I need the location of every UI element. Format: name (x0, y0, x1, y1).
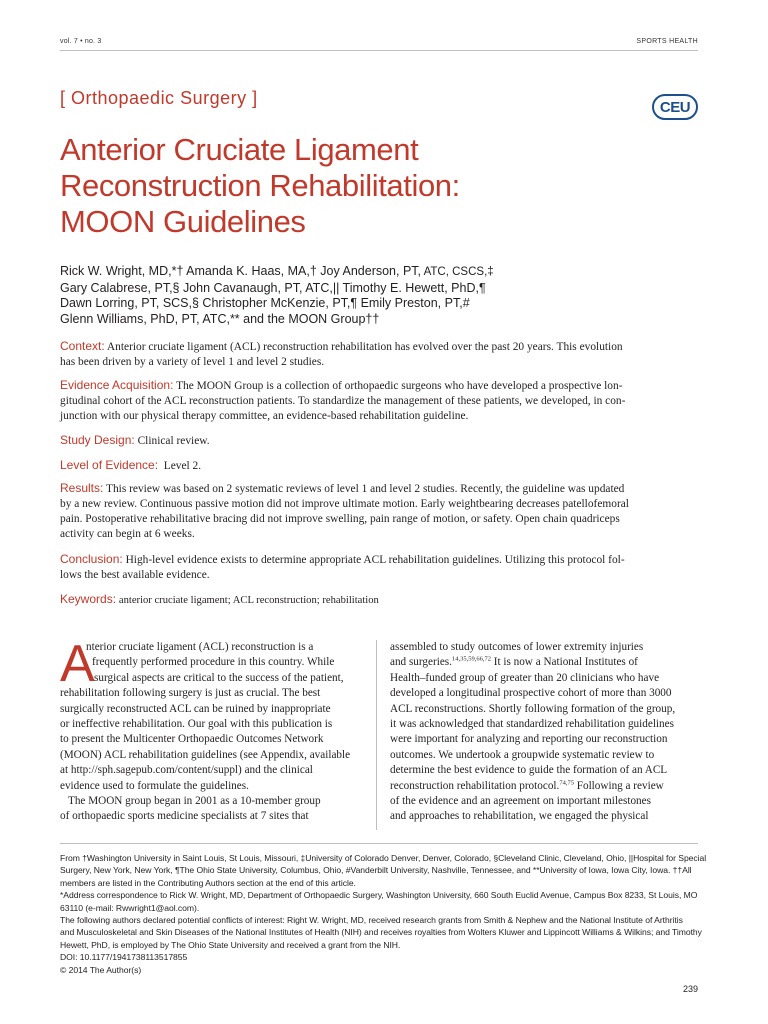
author-line: Gary Calabrese, PT,§ John Cavanaugh, PT, ATC,|| Timothy E. Hewett, PhD,¶ (60, 280, 486, 295)
abstract-context: Context: Anterior cruciate ligament (ACL) reconstruction rehabilitation has evolved over the past 20 years. This evolution has been driven by a variety of level 1 and level 2 studies. (60, 339, 623, 368)
abstract-heading: Conclusion: (60, 552, 123, 566)
running-head-journal: SPORTS HEALTH (636, 38, 698, 45)
conflict-line: Hewett, PhD, is employed by The Ohio State University and received a grant from the NIH. (60, 939, 401, 950)
conflict-line: and Musculoskeletal and Skin Diseases of the National Institutes of Health (NIH) and receives royalties from Wolters Kluwer and Lippincott Williams & Wilkins; and Timothy (60, 927, 702, 938)
abstract-heading: Evidence Acquisition: (60, 378, 174, 392)
author-list (60, 264, 710, 327)
author-line: Dawn Lorring, PT, SCS,§ Christopher McKenzie, PT,¶ Emily Preston, PT,# (60, 296, 470, 310)
copyright: © 2014 The Author(s) (60, 964, 142, 975)
correspondence-email: 63110 (e-mail: Rwwright1@aol.com). (60, 902, 200, 913)
abstract-heading: Keywords: (60, 592, 117, 606)
correspondence-line: *Address correspondence to Rick W. Wright, MD, Department of Orthopaedic Surgery, Washington University, 660 South Euclid Avenue, Campus Box 8233, St Louis, MO (60, 890, 698, 901)
conflict-line: The following authors declared potential conflicts of interest: Right W. Wright, MD, received research grants from Smith & Nephew and the National Institute of Arthritis (60, 915, 683, 926)
abstract-keywords: Keywords: anterior cruciate ligament; ACL reconstruction; rehabilitation (60, 592, 379, 606)
abstract-study-design: Study Design: Clinical review. (60, 433, 210, 447)
affiliation-line: From †Washington University in Saint Louis, St Louis, Missouri, ‡University of Colorado Denver, Denver, Colorado, §Cleveland Clinic, Cleveland, Ohio, ||Hospital for Special (60, 853, 707, 863)
ceu-badge: CEU (652, 94, 698, 120)
title-line: Reconstruction Rehabilitation: (60, 168, 460, 203)
header-divider (60, 50, 698, 51)
abstract-evidence-acquisition: Evidence Acquisition: The MOON Group is a collection of orthopaedic surgeons who have developed a prospective lon- gitudinal cohort of the ACL reconstruction patients. To standardize the management of these patients, we developed, in con- junction with our physical therapy committee, an evidence-based rehabilitation guideline. (60, 378, 626, 422)
section-label: [ Orthopaedic Surgery ] (60, 88, 258, 108)
running-head-volume: vol. 7 • no. 3 (60, 38, 102, 45)
abstract-heading: Study Design: (60, 433, 135, 447)
author-line: Glenn Williams, PhD, PT, ATC,** and the MOON Group†† (60, 311, 380, 326)
drop-cap: A (60, 635, 95, 693)
citation-superscript: 74,75 (559, 778, 574, 786)
abstract-results: Results: This review was based on 2 systematic reviews of level 1 and level 2 studies. Recently, the guideline was updated by a new review. Continuous passive motion did not improve ultimate motion. Early weightbearing decreases patellofemoral pain. Postoperative rehabilitative bracing did not improve swelling, pain range of motion, or safety. Open chain quadriceps activity can begin at 6 weeks. (60, 481, 629, 540)
citation-superscript: 14,35,59,66,72 (451, 655, 491, 663)
title-line: MOON Guidelines (60, 204, 306, 239)
title-line: Anterior Cruciate Ligament (60, 132, 419, 167)
abstract-conclusion: Conclusion: High-level evidence exists to determine appropriate ACL rehabilitation guidelines. Utilizing this protocol fol- lows the best available evidence. (60, 552, 625, 581)
body-column-left: nterior cruciate ligament (ACL) reconstruction is a frequently performed procedure in this country. While surgical aspects are critical to the success of the patient, rehabilitation following surgery is just as crucial. The best surgically reconstructed ACL can be ruined by inappropriate or ineffective rehabilitation. Our goal with this publication is to present the Multicenter Orthopaedic Outcomes Network (MOON) ACL rehabilitation guidelines (see Appendix, available at http://sph.sagepub.com/content/suppl) and the clinical evidence used to formulate the guidelines. The MOON group began in 2001 as a 10-member group of orthopaedic sports medicine specialists at 7 sites that (60, 641, 351, 823)
abstract-heading: Results: (60, 481, 104, 495)
page-number: 239 (682, 984, 698, 994)
abstract-heading: Context: (60, 339, 105, 353)
column-divider (376, 640, 377, 830)
affiliation-line: Surgery, New York, New York, ¶The Ohio State University, Columbus, Ohio, #Vanderbilt University, Nashville, Tennessee, and **University of Iowa, Iowa City, Iowa. ††All (60, 865, 692, 876)
footnotes (60, 852, 707, 976)
doi: DOI: 10.1177/1941738113517855 (60, 952, 188, 963)
abstract-heading: Level of Evidence: (60, 458, 159, 472)
affiliation-line: members are listed in the Contributing Authors section at the end of this article. (60, 877, 356, 888)
author-line: Rick W. Wright, MD,*† Amanda K. Haas, MA,† Joy Anderson, PT, ATC, CSCS,‡ (60, 264, 494, 278)
body-column-right: assembled to study outcomes of lower extremity injuries and surgeries.$^{14,35,59,66,72}$ It is now a National Institutes of Health–funded group of greater than 20 clinicians who have developed a longitudinal prospective cohort of more than 3000 ACL reconstructions. Shortly following formation of the group, it was acknowledged that standardized rehabilitation guidelines were important for analyzing and reporting our reconstruction outcomes. We undertook a groupwide systematic review to determine the best evidence to guide the formation of an ACL reconstruction rehabilitation protocol.$^{74,75}$ Following a review of the evidence and an agreement on important milestones and approaches to rehabilitation, we engaged the physical (390, 641, 676, 823)
abstract-level-of-evidence: Level of Evidence: Level 2. (60, 458, 202, 472)
footnote-divider (60, 843, 698, 844)
article-title (60, 132, 700, 240)
